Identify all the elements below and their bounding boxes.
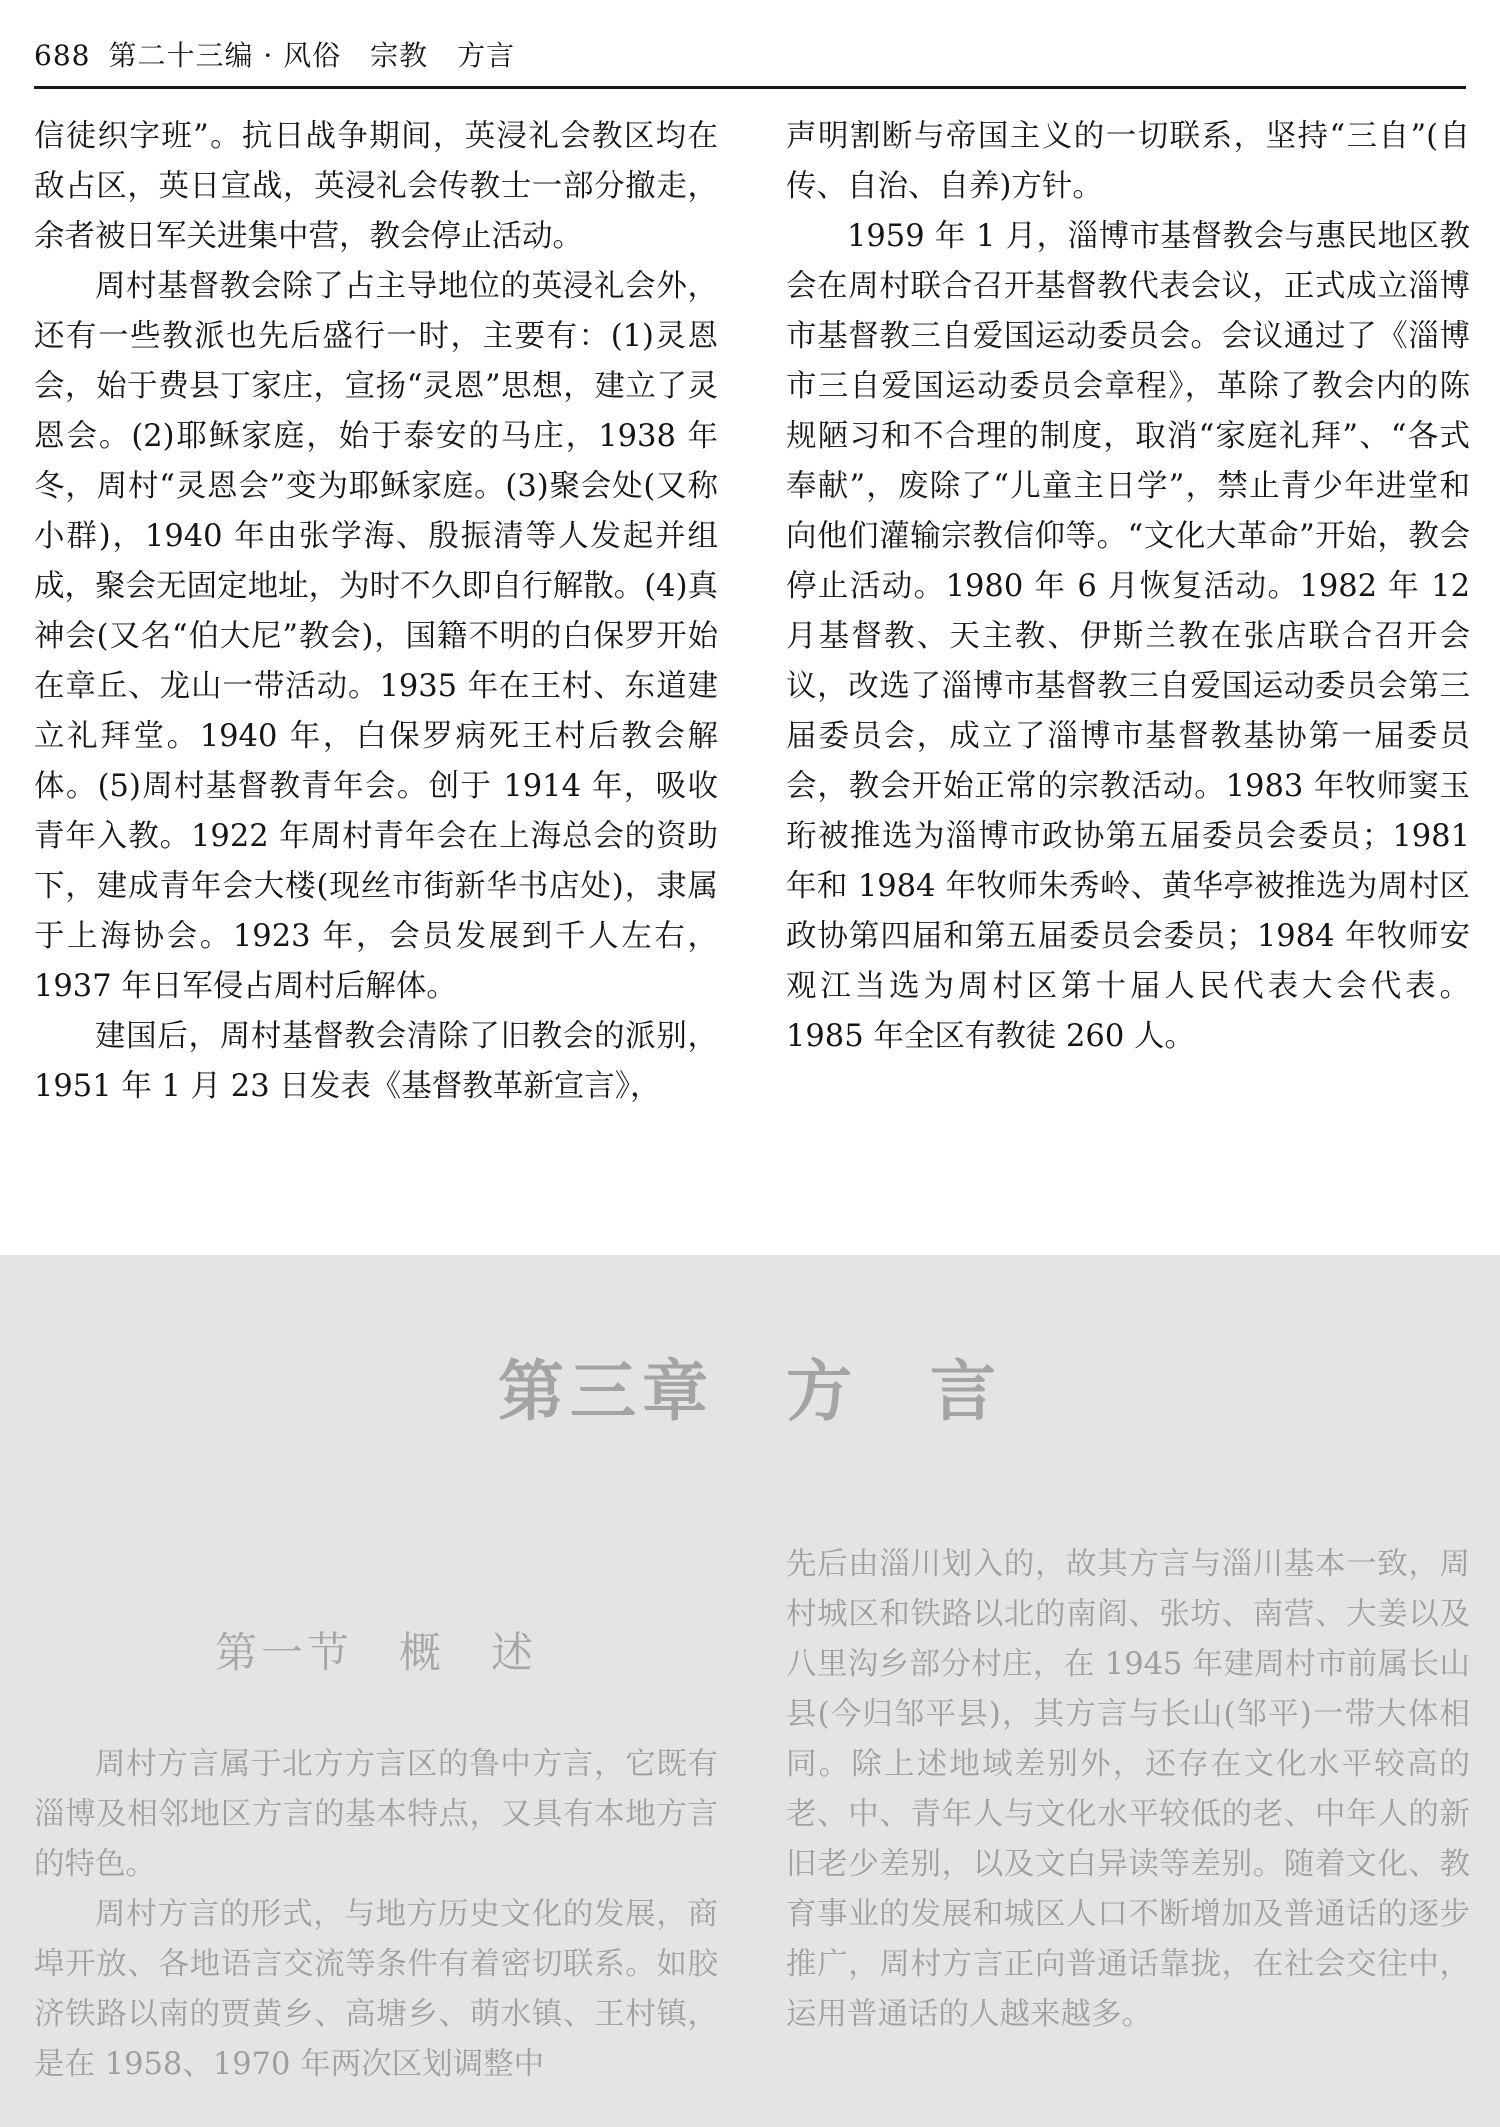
paragraph: 周村方言的形式，与地方历史文化的发展，商埠开放、各地语言交流等条件有着密切联系。如胶济铁路以南的贾黄乡、高塘乡、萌水镇、王村镇，是在 1958、1970 年两次区划调整中 bbox=[34, 1897, 718, 2082]
running-title: 第二十三编 · 风俗 宗教 方言 bbox=[108, 39, 516, 72]
paragraph: 信徒织字班”。抗日战争期间，英浸礼会教区均在敌占区，英日宣战，英浸礼会传教士一部分撤走，余者被日军关进集中营，教会停止活动。 bbox=[34, 119, 718, 254]
paragraph: 1959 年 1 月，淄博市基督教会与惠民地区教会在周村联合召开基督教代表会议，正式成立淄博市基督教三自爱国运动委员会。会议通过了《淄博市三自爱国运动委员会章程》，革除了教会内的陈规陋习和不合理的制度，取消“家庭礼拜”、“各式奉献”，废除了“儿童主日学”，禁止青少年进堂和向他们灌输宗教信仰等。“文化大革命”开始，教会停止活动。1980 年 6 月恢复活动。1982 年 12 月基督教、天主教、伊斯兰教在张店联合召开会议，改选了淄博市基督教三自爱国运动委员会第三届委员会，成立了淄博市基督教基协第一届委员会，教会开始正常的宗教活动。1983 年牧师窦玉珩被推选为淄博市政协第五届委员会委员；1981 年和 1984 年牧师朱秀岭、黄华亭被推选为周村区政协第四届和第五届委员会委员；1984 年牧师安观江当选为周村区第十届人民代表大会代表。1985 年全区有教徒 260 人。 bbox=[786, 219, 1470, 1054]
paragraph: 声明割断与帝国主义的一切联系，坚持“三自”(自传、自治、自养)方针。 bbox=[786, 119, 1470, 204]
lower-left-column bbox=[34, 1740, 718, 2090]
right-column bbox=[786, 112, 1470, 1062]
section-title: 第一节 概 述 bbox=[214, 1628, 537, 1677]
page-number: 688 bbox=[34, 39, 91, 72]
left-column bbox=[34, 112, 718, 1112]
paragraph: 先后由淄川划入的，故其方言与淄川基本一致，周村城区和铁路以北的南阎、张坊、南营、大姜以及八里沟乡部分村庄，在 1945 年建周村市前属长山县(今归邹平县)，其方言与长山(邹平)一带大体相同。除上述地域差别外，还存在文化水平较高的老、中、青年人与文化水平较低的老、中年人的新旧老少差别，以及文白异读等差别。随着文化、教育事业的发展和城区人口不断增加及普通话的逐步推广，周村方言正向普通话靠拢，在社会交往中，运用普通话的人越来越多。 bbox=[786, 1547, 1470, 2032]
chapter-title: 第三章 方 言 bbox=[498, 1353, 1002, 1430]
lower-right-column bbox=[786, 1540, 1470, 2040]
paragraph: 周村方言属于北方方言区的鲁中方言，它既有淄博及相邻地区方言的基本特点，又具有本地方言的特色。 bbox=[34, 1747, 718, 1882]
running-header bbox=[34, 30, 1466, 89]
paragraph: 周村基督教会除了占主导地位的英浸礼会外，还有一些教派也先后盛行一时，主要有：(1)灵恩会，始于费县丁家庄，宣扬“灵恩”思想，建立了灵恩会。(2)耶稣家庭，始于泰安的马庄，1938 年冬，周村“灵恩会”变为耶稣家庭。(3)聚会处(又称小群)，1940 年由张学海、殷振清等人发起并组成，聚会无固定地址，为时不久即自行解散。(4)真神会(又名“伯大尼”教会)，国籍不明的白保罗开始在章丘、龙山一带活动。1935 年在王村、东道建立礼拜堂。1940 年，白保罗病死王村后教会解体。(5)周村基督教青年会。创于 1914 年，吸收青年入教。1922 年周村青年会在上海总会的资助下，建成青年会大楼(现丝市街新华书店处)，隶属于上海协会。1923 年，会员发展到千人左右，1937 年日军侵占周村后解体。 bbox=[34, 269, 718, 1004]
paragraph: 建国后，周村基督教会清除了旧教会的派别，1951 年 1 月 23 日发表《基督教革新宣言》， bbox=[34, 1019, 718, 1104]
